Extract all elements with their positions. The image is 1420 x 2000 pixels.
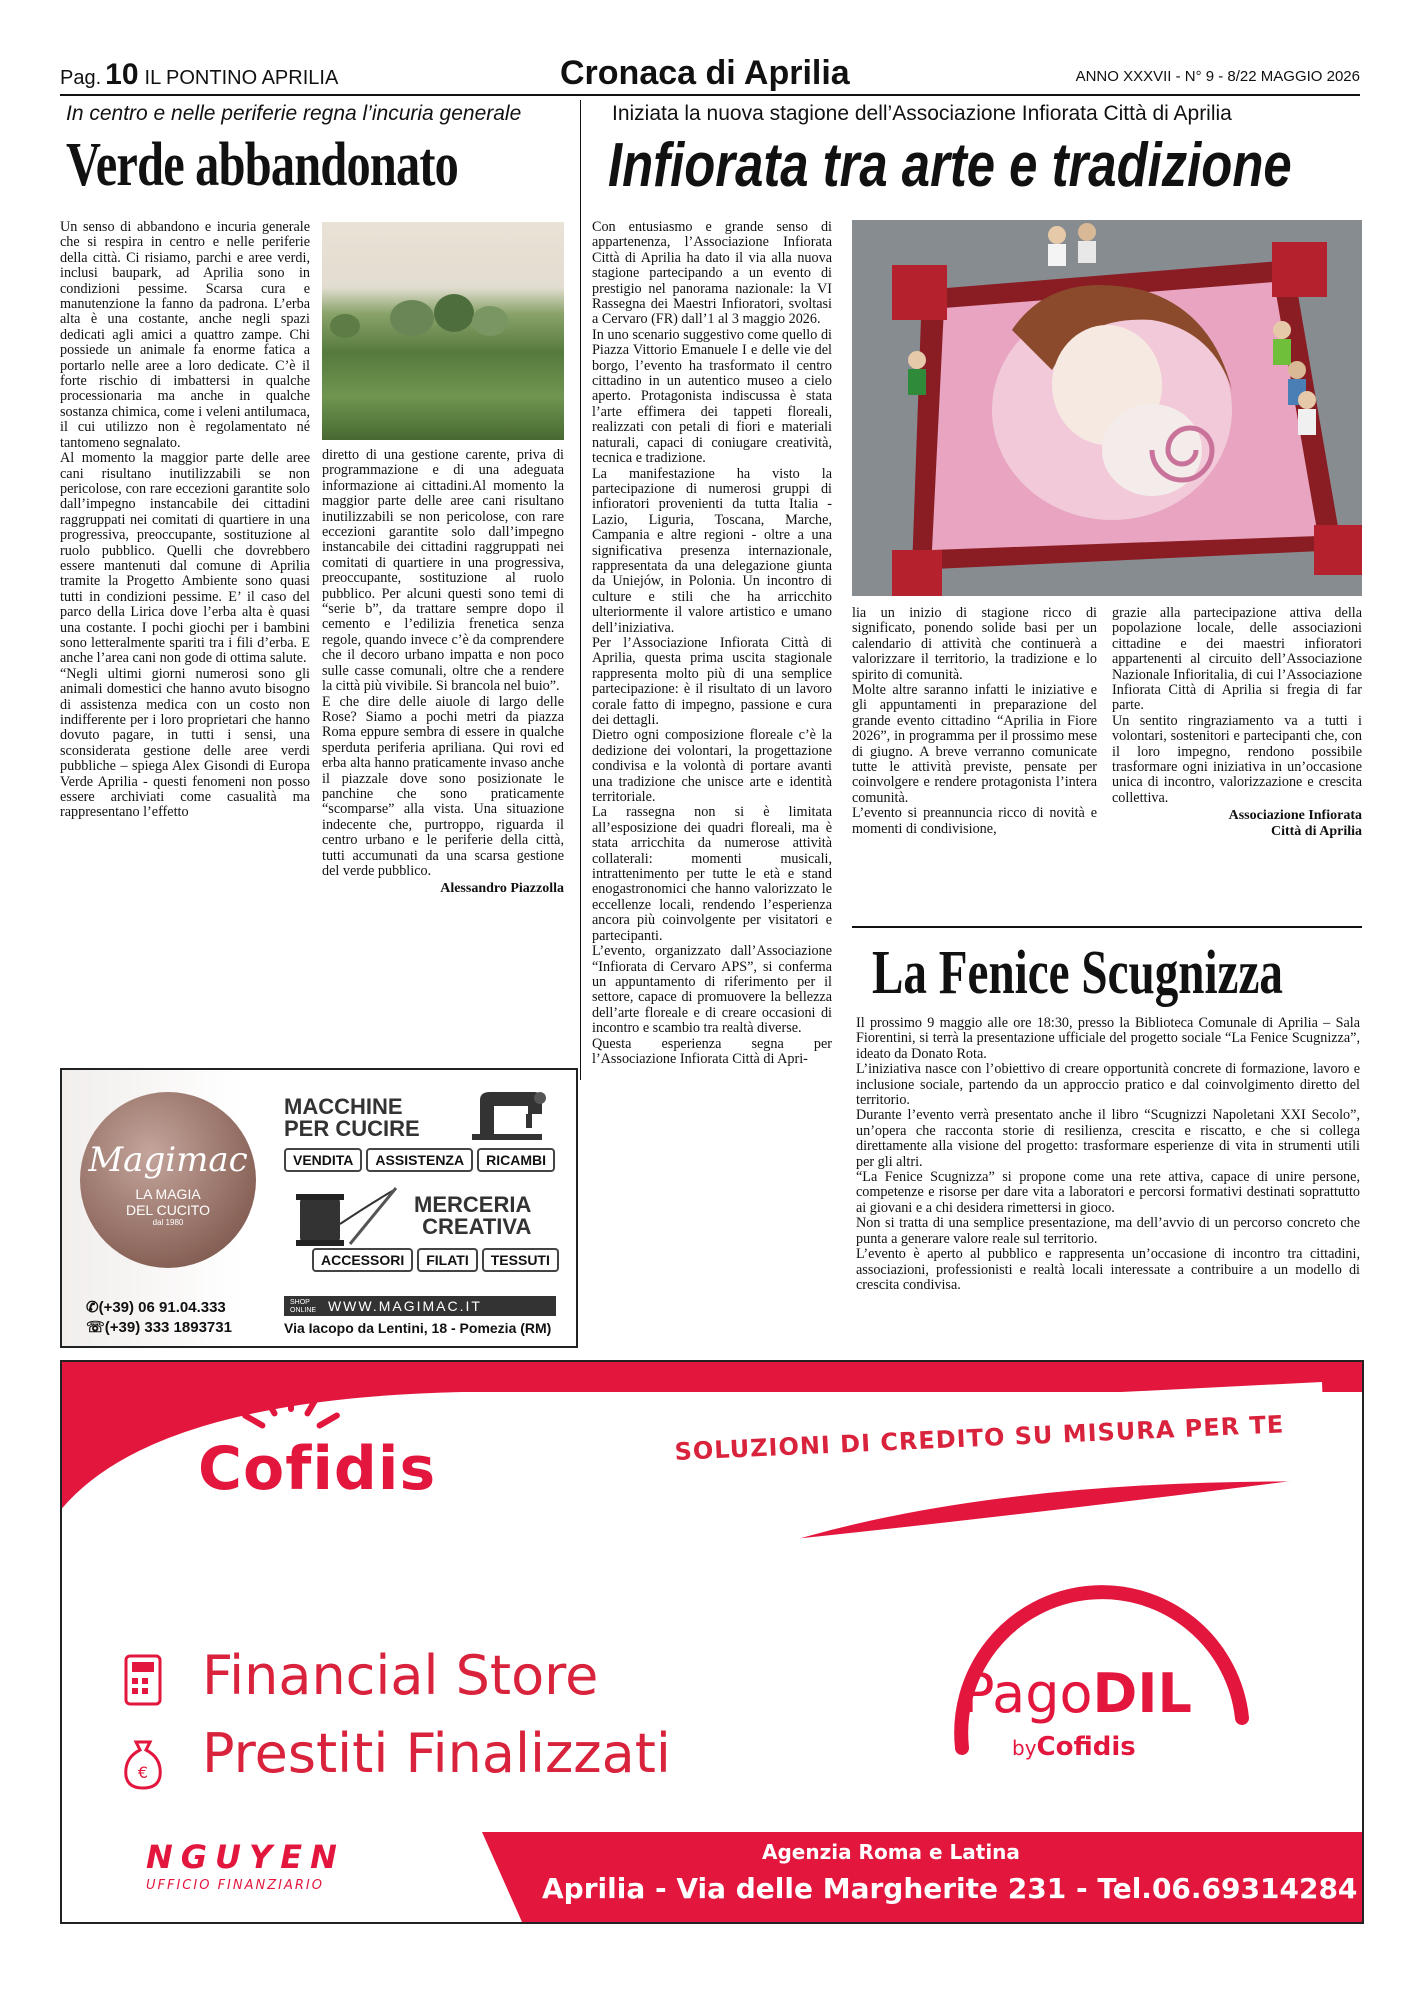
- infiorata-photo: [852, 220, 1362, 596]
- magimac-logo-text: Magimac: [88, 1140, 248, 1180]
- verde-paragraph: diretto di una gestione carente, priva di programmazione e di una adeguata informazione ai cittadini.Al momento la maggior parte delle aree cani risultano inutilizzabili se non pericolose, con rare eccezioni garantite solo dall’impegno instancabile dei cittadini raggruppati nei comitati di quartiere in una progressiva, preoccupante, sostituzione al ruolo pubblico. Per alcuni questi sono temi di “serie b”, da trattare sempre dopo il cemento e l’edilizia frenetica senza regole, quando invece c’è da comprendere che il decoro urbano impatta e non poco sulle casse comunali, oltre che a rendere la città più vivibile. Si brancola nel buio”.: [322, 447, 564, 695]
- infiorata-paragraph: La rassegna non si è limitata all’esposizione dei quadri floreali, ma è stata arricchita da numerose attività collaterali: momenti musicali, intrattenimento per tutte le età e stand enogastronomici che hanno valorizzato le eccellenze locali, rendendo l’esperienza ancora più coinvolgente per visitatori e partecipanti.: [592, 804, 832, 944]
- infiorata-signature-1: Associazione Infiorata: [1228, 808, 1362, 824]
- whatsapp-icon: ☏: [86, 1319, 105, 1336]
- infiorata-kicker: Iniziata la nuova stagione dell’Associazione Infiorata Città di Aprilia: [612, 102, 1232, 125]
- magimac-pills-2: [312, 1248, 563, 1272]
- fenice-paragraph: Non si tratta di una semplice presentazione, ma dell’avvio di un percorso concreto che punta a generare valore reale sul territorio.: [856, 1215, 1360, 1247]
- verde-kicker: In centro e nelle periferie regna l’incuria generale: [66, 102, 522, 125]
- infiorata-paragraph: Con entusiasmo e grande senso di appartenenza, l’Associazione Infiorata Città di Aprilia ha dato il via alla nuova stagione partecipando a un evento di prestigio nel panorama nazionale: la VI Rassegna dei Maestri Infioratori, svoltasi a Cervaro (FR) dall’1 al 3 maggio 2026.: [592, 219, 832, 328]
- infiorata-paragraph: L’evento si preannuncia ricco di novità e momenti di condivisione,: [852, 805, 1097, 837]
- fenice-paragraph: L’evento è aperto al pubblico e rappresenta un’occasione di incontro tra cittadini, associazioni, professionisti e realtà locali interessate a contribuire a un modello di crescita condivisa.: [856, 1246, 1360, 1293]
- infiorata-paragraph: lia un inizio di stagione ricco di significato, ponendo solide basi per un calendario di attività che continuerà a valorizzare il territorio, la tradizione e lo spirito di comunità.: [852, 605, 1097, 683]
- verde-column-1: [60, 220, 310, 821]
- magimac-heading-1: [284, 1096, 420, 1140]
- magimac-heading-1a: MACCHINE: [284, 1094, 403, 1119]
- pill-filati: FILATI: [417, 1248, 478, 1272]
- verde-paragraph: Un senso di abbandono e incuria generale che si respira in centro e nelle periferie della città. Ci risiamo, parchi e aree verdi, inclusi baupark, ad Aprilia sono in condizioni pessime. Scarsa cura e manutenzione la fanno da padrona. L’erba alta è una costante, anche negli spazi dedicati agli amici a quattro zampe. Chi possiede un animale fa enorme fatica a portarlo nelle aree a loro dedicate. C’è il forte rischio di imbattersi in qualche processionaria ma anche in qualche sostanza chimica, come i veleni antilumaca, il cui utilizzo non è regolamentato né tantomeno segnalato.: [60, 219, 310, 451]
- magimac-website-bar[interactable]: [284, 1296, 556, 1316]
- verde-paragraph: Al momento la maggior parte delle aree cani risultano inutilizzabili se non pericolose, con rare eccezioni garantite solo dall’impegno instancabile dei cittadini raggruppati nei comitati di quartiere in una progressiva, preoccupante, sostituzione al ruolo pubblico. Quelli che dovrebbero essere mantenuti dal comune di Aprilia tramite la Progetto Ambiente sono quasi tutti in condizioni pessime. E’ il caso del parco della Lirica dove l’erba alta è quasi una costante. I pochi giochi per i bambini sono letteralmente spariti tra i fili d’erba. E anche l’area cani non gode di ottima salute.: [60, 450, 310, 667]
- magimac-tagline-2: DEL CUCITO: [125, 1202, 210, 1218]
- infiorata-column-3: [1112, 606, 1362, 839]
- infiorata-paragraph: Molte altre saranno infatti le iniziative e gli appuntamenti in preparazione del grande evento cittadino “Aprilia in Fiore 2026”, in programma per il prossimo mese di giugno. A breve verranno comunicate tutte le attività previste, pensate per coinvolgere e rendere protagonista l’intera comunità.: [852, 682, 1097, 806]
- abandoned-park-photo: [322, 222, 564, 440]
- agency-address: Aprilia - Via delle Margherite 231 - Tel.06.69314284: [542, 1872, 1358, 1905]
- fenice-paragraph: Il prossimo 9 maggio alle ore 18:30, presso la Biblioteca Comunale di Aprilia – Sala Fiorentini, si terrà la presentazione ufficiale del progetto sociale “La Fenice Scugnizza”, ideato da Donato Rota.: [856, 1015, 1360, 1062]
- infiorata-paragraph: Questa esperienza segna per l’Associazione Infiorata Città di Apri-: [592, 1035, 832, 1067]
- magimac-pills-1: [284, 1148, 559, 1172]
- pill-accessori: ACCESSORI: [312, 1248, 413, 1272]
- infiorata-signature-2: Città di Aprilia: [1270, 823, 1362, 839]
- pill-ricambi: RICAMBI: [477, 1148, 555, 1172]
- paper-name: IL PONTINO APRILIA: [144, 67, 339, 89]
- section-title: Cronaca di Aprilia: [560, 54, 850, 92]
- magimac-heading-1b: PER CUCIRE: [284, 1116, 420, 1141]
- infiorata-paragraph: In uno scenario suggestivo come quello di Piazza Vittorio Emanuele I e delle vie del borgo, l’evento ha trasformato il centro cittadino in un autentico museo a cielo aperto. Protagonista indiscussa è stata l’arte effimera dei tappeti floreali, realizzati con petali di fiori e materiali naturali, capaci di coniugare creatività, tecnica e tradizione.: [592, 326, 832, 467]
- magimac-ad[interactable]: [60, 1068, 578, 1348]
- page-header-left: [60, 58, 338, 92]
- cofidis-ad[interactable]: [60, 1360, 1364, 1924]
- fenice-body: [856, 1016, 1360, 1293]
- fenice-paragraph: Durante l’evento verrà presentato anche il libro “Scugnizzi Napoletani XXI Secolo”, un’opera che racconta storie di resilienza, crescita e riscatto, e che si collega direttamente alla visione del progetto: trasformare esperienze di vita in strumenti utili per gli altri.: [856, 1107, 1360, 1170]
- money-bag-icon: [118, 1732, 168, 1792]
- verde-headline: Verde abbandonato: [66, 131, 459, 199]
- cofidis-brand: Cofidis: [198, 1434, 437, 1504]
- calculator-icon: [118, 1652, 168, 1708]
- magimac-since: dal 1980: [152, 1218, 184, 1227]
- verde-paragraph: “Negli ultimi giorni numerosi sono gli animali domestici che hanno avuto bisogno di assistenza medica con un costo non indifferente per i loro proprietari che hanno dovuto pagare, in tutti i sensi, una sconsiderata gestione delle aree verdi pubbliche – spiega Alex Gisondi di Europa Verde Aprilia - questi fenomeni non posso essere archiviati come casualità ma rappresentano l’effetto: [60, 665, 310, 821]
- dil-text: DIL: [1092, 1662, 1192, 1725]
- sewing-machine-icon: [462, 1084, 552, 1144]
- nguyen-logo: NGUYEN: [146, 1838, 345, 1876]
- magimac-phone-1: (+39) 06 91.04.333: [98, 1299, 226, 1316]
- by-cofidis: [1012, 1732, 1136, 1762]
- page-number: 10: [105, 58, 139, 91]
- magimac-heading-2a: MERCERIA: [414, 1192, 532, 1217]
- thread-spool-icon: [290, 1184, 400, 1254]
- fenice-headline: La Fenice Scugnizza: [872, 939, 1283, 1007]
- infiorata-paragraph: L’evento, organizzato dall’Associazione “Infiorata di Cervaro APS”, si conferma un appuntamento di riferimento per il settore, capace di promuovere la bellezza dell’arte floreale e di creare occasioni di incontro e scambio tra realtà diverse.: [592, 943, 832, 1037]
- fenice-paragraph: “La Fenice Scugnizza” si propone come una rete attiva, capace di unire persone, competenze e risorse per dare vita a laboratori e percorsi formativi destinati soprattutto ai giovani e a chi desidera rimettersi in gioco.: [856, 1169, 1360, 1216]
- fenice-top-rule: [852, 926, 1362, 928]
- online-label: ONLINE: [290, 1307, 317, 1315]
- magimac-logo: [80, 1092, 256, 1268]
- verde-paragraph: E che dire delle aiuole di largo delle Rose? Siamo a pochi metri da piazza Roma eppure sembra di essere in qualche sperduta periferia apriliana. Qui rovi ed erba alta hanno praticamente invaso anche il piazzale dove sono posizionate le panchine che sono praticamente “scomparse” alla vista. Una situazione indecente che, purtroppo, riguarda il centro urbano e le periferie della città, tutti accumunati da una scarsa gestione del verde pubblico.: [322, 693, 564, 879]
- infiorata-paragraph: grazie alla partecipazione attiva della popolazione locale, delle associazioni cittadine e dei maestri infioratori appartenenti al circuito dell’Associazione Nazionale Infioritalia, di cui l’Associazione Infiorata Città di Aprilia si fregia di far parte.: [1112, 605, 1362, 714]
- magimac-heading-2b: CREATIVA: [422, 1214, 532, 1239]
- magimac-heading-2: [414, 1194, 531, 1238]
- fenice-paragraph: L’iniziativa nasce con l’obiettivo di creare opportunità concrete di formazione, lavoro e inclusione sociale, partendo da un approccio pratico e dal coinvolgimento diretto del territorio.: [856, 1061, 1360, 1109]
- nguyen-subtitle: UFFICIO FINANZIARIO: [146, 1878, 324, 1893]
- agency-line: Agenzia Roma e Latina: [762, 1840, 1020, 1864]
- magimac-address: Via Iacopo da Lentini, 18 - Pomezia (RM): [284, 1320, 552, 1336]
- infiorata-column-1: [592, 220, 832, 1067]
- pill-tessuti: TESSUTI: [482, 1248, 559, 1272]
- page-prefix: Pag.: [60, 67, 102, 89]
- infiorata-column-2: [852, 606, 1097, 837]
- svg-text:€: €: [137, 1763, 149, 1782]
- header-rule: [60, 94, 1360, 96]
- by-text: by: [1012, 1736, 1037, 1760]
- cofidis-line-2: Prestiti Finalizzati: [202, 1722, 671, 1785]
- flower-carpet-illustration: [852, 220, 1362, 596]
- infiorata-paragraph: La manifestazione ha visto la partecipazione di numerosi gruppi di infioratori provenienti da tutta Italia - Lazio, Liguria, Toscana, Marche, Campania e altre regioni - oltre a una significativa presenza internazionale, rappresentata da una delegazione giunta da Uniejów, in Polonia. Un incontro di culture e stili che ha arricchito ulteriormente il valore artistico e umano dell’iniziativa.: [592, 465, 832, 636]
- shop-label: SHOP: [290, 1299, 310, 1307]
- pill-assistenza: ASSISTENZA: [366, 1148, 473, 1172]
- verde-signature: Alessandro Piazzolla: [440, 881, 564, 897]
- pago-text: Pago: [962, 1662, 1093, 1725]
- infiorata-paragraph: Per l’Associazione Infiorata Città di Aprilia, questa prima uscita stagionale rappresenta molto più di una semplice partecipazione: è il risultato di un lavoro corale fatto di impegno, passione e cura dei dettagli.: [592, 634, 832, 728]
- by-brand-text: Cofidis: [1036, 1732, 1136, 1762]
- pagodil-logo: [962, 1662, 1192, 1725]
- verde-column-2: [322, 448, 564, 897]
- magimac-phone-2: (+39) 333 1893731: [104, 1319, 232, 1336]
- column-divider: [580, 100, 581, 1080]
- magimac-tagline-1: LA MAGIA: [135, 1186, 201, 1202]
- infiorata-headline: Infiorata tra arte e tradizione: [608, 131, 1292, 200]
- infiorata-paragraph: Un sentito ringraziamento va a tutti i volontari, sostenitori e partecipanti che, con il loro impegno, rendono possibile trasformare ogni iniziativa in un’occasione unica di incontro, valorizzazione e crescita collettiva.: [1112, 712, 1362, 806]
- issue-info: ANNO XXXVII - N° 9 - 8/22 MAGGIO 2026: [1075, 68, 1360, 85]
- infiorata-paragraph: Dietro ogni composizione floreale c’è la dedizione dei volontari, la progettazione condivisa e la volontà di portare avanti una tradizione che unisce arte e identità territoriale.: [592, 727, 832, 806]
- cofidis-slogan: SOLUZIONI DI CREDITO SU MISURA PER TE: [674, 1410, 1285, 1466]
- pill-vendita: VENDITA: [284, 1148, 362, 1172]
- magimac-website[interactable]: WWW.MAGIMAC.IT: [327, 1298, 482, 1314]
- magimac-phones: [86, 1298, 232, 1338]
- phone-icon: ✆: [86, 1299, 99, 1316]
- cofidis-line-1: Financial Store: [202, 1644, 599, 1707]
